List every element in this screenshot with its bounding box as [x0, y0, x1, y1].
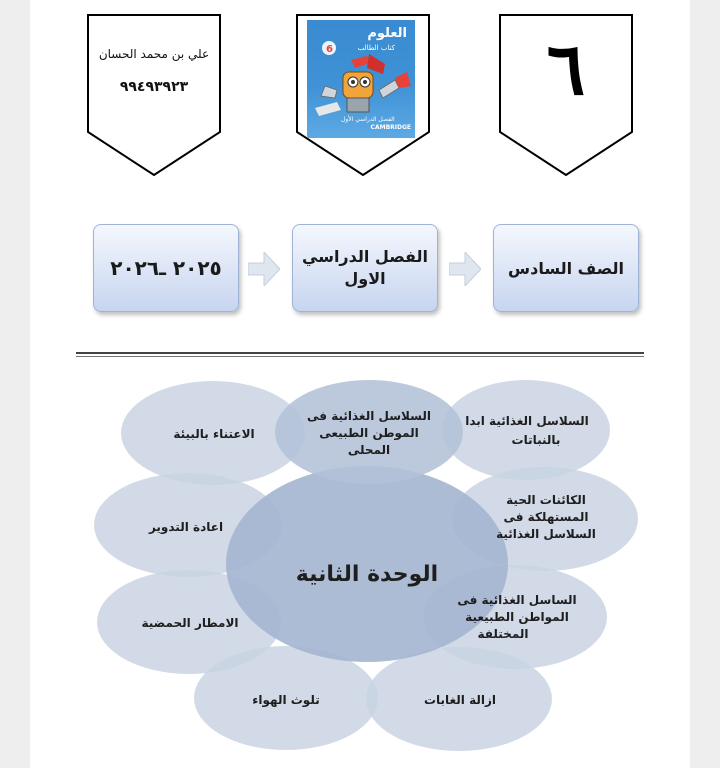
topic-line: المستهلكة فى: [503, 510, 589, 524]
topic-label: الامطار الحمضية: [141, 616, 239, 630]
book-publisher: CAMBRIDGE: [370, 124, 411, 131]
topic-label: ازالة الغابات: [423, 693, 497, 707]
topic-line: المواطن الطبيعية: [465, 610, 569, 624]
semester-line-2: الاول: [344, 269, 386, 288]
svg-text:6: 6: [326, 44, 333, 55]
topic-line: السلاسل الغذائية ابدا: [465, 414, 589, 428]
topic-label: تلوث الهواء: [252, 693, 320, 707]
author-phone: ٩٩٤٩٣٩٢٣: [119, 79, 189, 95]
book-subject: العلوم: [367, 26, 407, 41]
unit-center-title: الوحدة الثانية: [295, 562, 439, 587]
topic-line: الكائنات الحية: [506, 493, 586, 507]
book-subtitle: كتاب الطالب: [357, 44, 395, 52]
topic-circle: [442, 380, 610, 480]
topic-label: اعادة التدوير: [148, 520, 224, 534]
topic-line: الموطن الطبيعى: [319, 426, 419, 440]
topic-line: المختلفة: [477, 627, 529, 641]
topic-label: الاعتناء بالبيئة: [173, 427, 255, 441]
topic-line: المحلى: [347, 443, 391, 457]
semester-line-1: الفصل الدراسي: [302, 247, 428, 266]
year-text: ٢٠٢٥ ـ٢٠٢٦: [110, 256, 222, 280]
topic-line: السلاسل الغذائية فى: [307, 409, 431, 423]
grade-text: الصف السادس: [508, 258, 624, 278]
topic-label: [496, 493, 596, 541]
topic-line: الساسل الغذائية فى: [457, 593, 577, 607]
topic-line: السلاسل الغذائية: [496, 527, 596, 541]
book-term-label: الفصل الدراسي الأول: [341, 116, 395, 123]
grade-number: ٦: [546, 26, 586, 111]
author-name: علي بن محمد الحسان: [98, 47, 210, 61]
topic-line: بالنباتات: [511, 433, 561, 447]
